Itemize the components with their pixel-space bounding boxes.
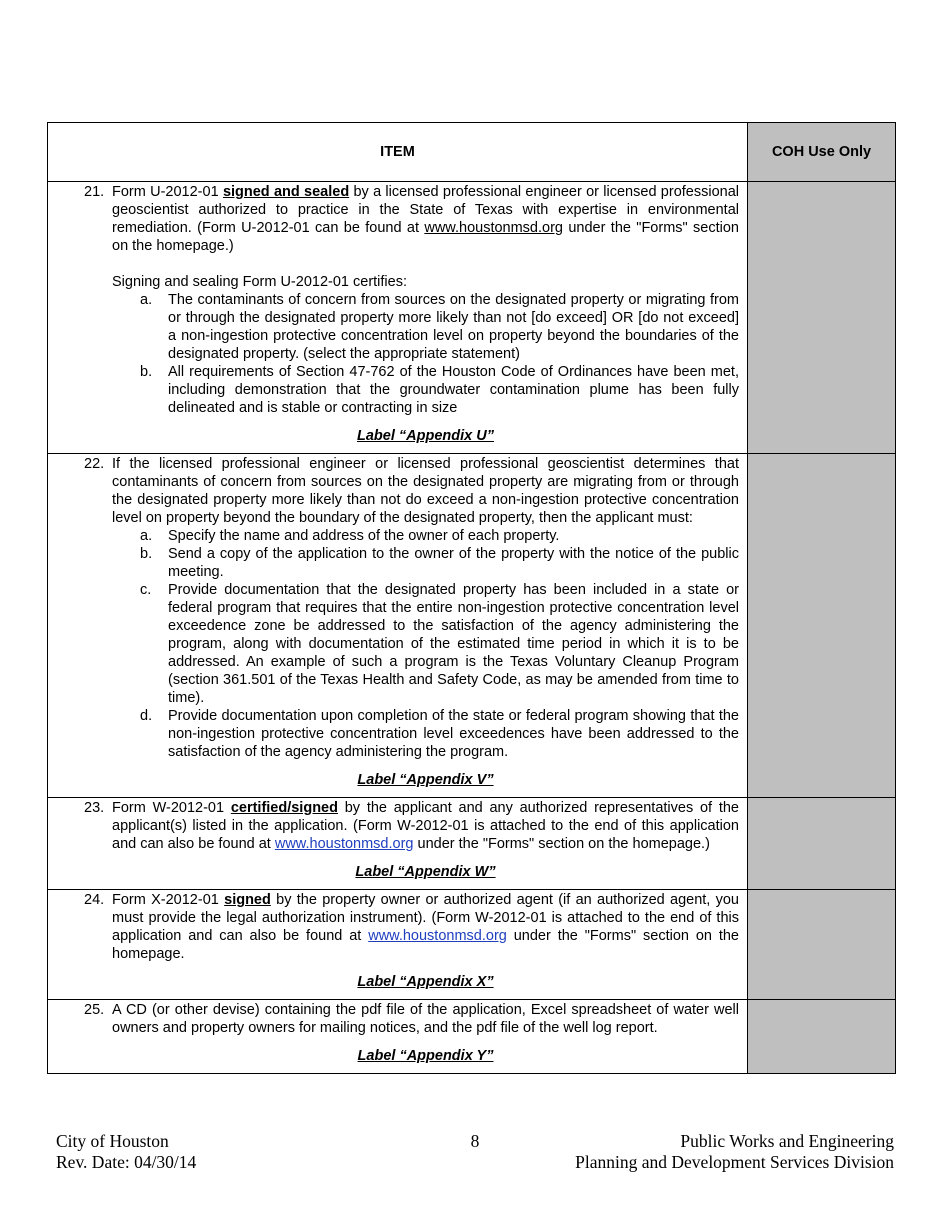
item-25-text: A CD (or other devise) containing the pdf file of the application, Excel spreadsheet of water well owners and property owners for mailing notices, and the pdf file of the well log report. [112,1002,739,1036]
houstonmsd-link[interactable]: www.houstonmsd.org [424,220,563,236]
item-24 [48,890,748,1000]
footer-right [575,1131,894,1173]
appendix-label: Label “Appendix U” [357,428,494,444]
item-number: 21. [84,184,105,200]
item-22-text: If the licensed professional engineer or licensed professional geoscientist determines that contaminants of concern from sources on the designated property are migrating from or through the designated property more likely than not do exceed a non-ingestion protective concentration level on property beyond the boundary of the designated property, then the applicant must: [112,456,739,526]
item-number: 23. [84,800,105,816]
coh-use-cell [748,798,896,890]
table-row [48,890,896,1000]
footer-rev-date: Rev. Date: 04/30/14 [56,1152,197,1172]
appendix-label: Label “Appendix V” [357,772,494,788]
footer-page-number: 8 [470,1131,480,1151]
item-21-intro: Signing and sealing Form U-2012-01 certifies: [112,274,407,290]
table-row [48,454,896,798]
list-item: d. Provide documentation upon completion of the state or federal program showing that the non-ingestion protective concentration level exceedences have been addressed to the satisfaction of the agency administering the program. [140,708,739,760]
header-item: ITEM [48,123,748,182]
header-row [48,123,896,182]
footer-department: Public Works and Engineering [680,1131,894,1151]
item-23 [48,798,748,890]
table-row [48,798,896,890]
item-24-text: Form X-2012-01 signed by the property owner or authorized agent (if an authorized agent, you must provide the legal authorization instrument). (Form W-2012-01 is attached to the end of this application and can also be found at www.houstonmsd.org under the "Forms" section on the homepage. [112,892,740,962]
list-item: b. Send a copy of the application to the owner of the property with the notice of the public meeting. [140,546,739,580]
item-number: 22. [84,456,105,472]
footer-division: Planning and Development Services Division [575,1152,894,1172]
table-row [48,1000,896,1074]
list-item: a. Specify the name and address of the owner of each property. [140,528,560,544]
header-coh-use-only: COH Use Only [748,123,896,182]
item-number: 24. [84,892,105,908]
coh-use-cell [748,890,896,1000]
list-item: c. Provide documentation that the designated property has been included in a state or federal program that requires that the entire non-ingestion protective concentration level exceedence zone be addressed to the satisfaction of the agency administering the program, along with documentation of the estimated time period in which it is to be addressed. An example of such a program is the Texas Voluntary Cleanup Program (section 361.501 of the Texas Health and Safety Code, as may be amended from time to time). [140,582,739,706]
item-number: 25. [84,1002,105,1018]
coh-use-cell [748,182,896,454]
item-23-text: Form W-2012-01 certified/signed by the applicant and any authorized representatives of the applicant(s) listed in the application. (Form W-2012-01 is attached to the end of this application and can also be found at www.houstonmsd.org under the "Forms" section on the homepage.) [112,800,739,852]
coh-use-cell [748,1000,896,1074]
item-21 [48,182,748,454]
item-25 [48,1000,748,1074]
appendix-label: Label “Appendix X” [357,974,494,990]
item-21-text: Form U-2012-01 signed and sealed by a licensed professional engineer or licensed professional geoscientist authorized to practice in the State of Texas with expertise in environmental remediation. (Form U-2012-01 can be found at www.houstonmsd.org under the "Forms" section on the homepage.) [112,184,739,254]
list-item: b. All requirements of Section 47-762 of the Houston Code of Ordinances have been met, including demonstration that the groundwater contamination plume has been fully delineated and is stable or contracting in size [140,364,739,416]
houstonmsd-link[interactable]: www.houstonmsd.org [368,928,507,944]
checklist-table [47,122,896,1074]
footer-city: City of Houston [56,1131,169,1151]
item-22 [48,454,748,798]
appendix-label: Label “Appendix Y” [357,1048,494,1064]
appendix-label: Label “Appendix W” [355,864,496,880]
list-item: a. The contaminants of concern from sources on the designated property or migrating from or through the designated property more likely than not [do exceed] OR [do not exceed] a non-ingestion protective concentration level on property beyond the boundaries of the designated property. (select the appropriate statement) [140,292,739,362]
table-row [48,182,896,454]
coh-use-cell [748,454,896,798]
houstonmsd-link[interactable]: www.houstonmsd.org [274,836,414,852]
